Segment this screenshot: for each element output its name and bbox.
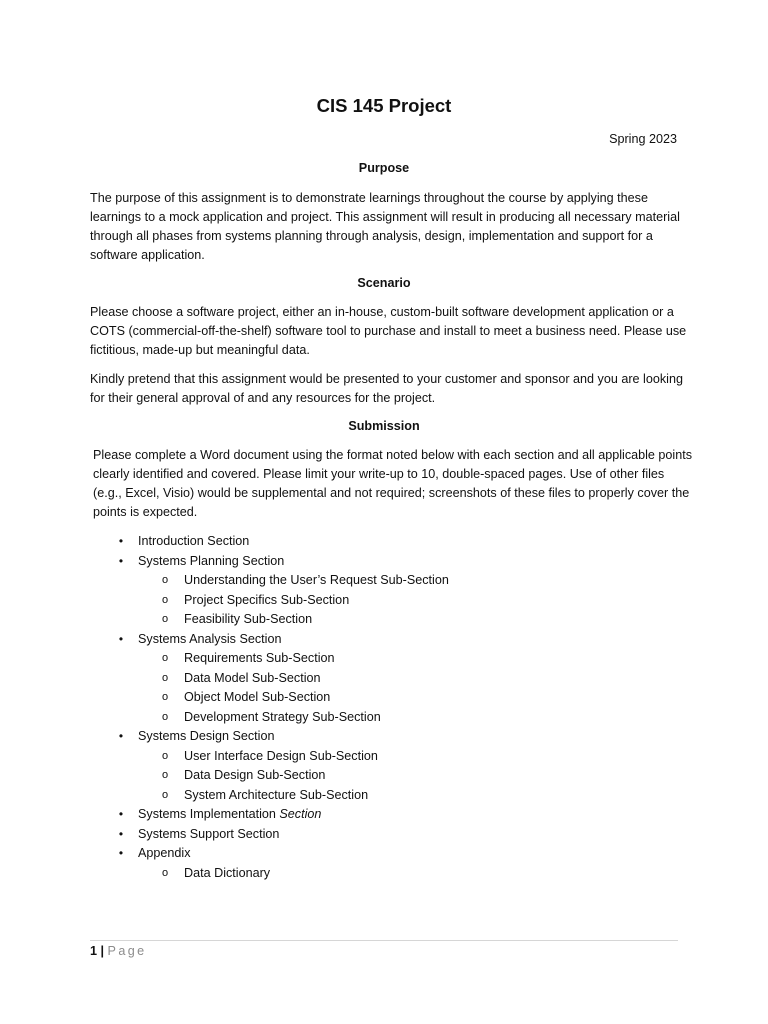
outline-item-label <box>138 805 321 825</box>
footer-divider <box>90 940 678 941</box>
bullet-icon: • <box>118 534 124 548</box>
scenario-paragraph-2: Kindly pretend that this assignment would be presented to your customer and sponsor and you are looking for their general approval of and any resources for the project. <box>90 372 683 405</box>
page-number: 1 <box>90 944 98 958</box>
bullet-icon: • <box>118 807 124 821</box>
submission-paragraph: Please complete a Word document using the format noted below with each section and all applicable points clearly identified and covered. Please limit your write-up to 10, double-spaced pages. Use of other files (e.g., Excel, Visio) would be supplemental and not required; screenshots of these files to properly cover the points is expected. <box>93 448 693 519</box>
outline-subitem <box>0 669 768 689</box>
outline-item <box>0 532 768 552</box>
outline-subitem-label: Project Specifics Sub-Section <box>184 592 350 607</box>
page-separator: | <box>100 944 105 958</box>
bullet-icon: • <box>118 729 124 743</box>
outline-item-label: Systems Support Section <box>138 826 280 841</box>
outline-subitem-label: Feasibility Sub-Section <box>184 612 313 626</box>
outline-subitem <box>0 747 768 767</box>
outline-item-label: Systems Design Section <box>138 729 275 743</box>
sub-bullet-icon: o <box>161 691 169 703</box>
outline-subitem <box>0 688 768 708</box>
outline-subitem <box>0 610 768 630</box>
outline-subitem <box>0 571 768 591</box>
outline-subitem <box>0 786 768 806</box>
document-title: CIS 145 Project <box>316 95 452 116</box>
outline-list <box>0 532 768 883</box>
outline-subitem <box>0 649 768 669</box>
purpose-paragraph: The purpose of this assignment is to demonstrate learnings throughout the course by applying these learnings to a mock application and project. This assignment will result in producing all necessary material through all phases from systems planning through analysis, design, implementation and support for a software application. <box>90 191 680 262</box>
outline-item-label-italic: Section <box>279 807 322 821</box>
outline-item <box>0 727 768 747</box>
outline-subitem <box>0 708 768 728</box>
outline-subitem <box>0 766 768 786</box>
sub-bullet-icon: o <box>161 710 169 723</box>
outline-item-label: Appendix <box>138 846 191 860</box>
outline-subitem <box>0 591 768 611</box>
purpose-heading: Purpose <box>358 161 410 175</box>
outline-subitem-label: Requirements Sub-Section <box>184 651 335 665</box>
outline-item <box>0 805 768 825</box>
sub-bullet-icon: o <box>161 769 169 781</box>
outline-item-label: Systems Analysis Section <box>138 631 282 646</box>
outline-subitem-label: User Interface Design Sub-Section <box>184 748 378 763</box>
outline-item-label: Systems Planning Section <box>138 553 285 568</box>
bullet-icon: • <box>118 846 124 860</box>
sub-bullet-icon: o <box>161 593 169 606</box>
bullet-icon: • <box>118 631 124 646</box>
submission-heading: Submission <box>348 419 420 433</box>
page-footer <box>90 942 147 961</box>
outline-item <box>0 552 768 572</box>
outline-subitem-label: Data Design Sub-Section <box>184 768 326 782</box>
bullet-icon: • <box>118 826 124 841</box>
outline-item-label: Introduction Section <box>138 534 250 548</box>
sub-bullet-icon: o <box>161 671 169 684</box>
scenario-paragraph-1: Please choose a software project, either an in-house, custom-built software development application or a COTS (commercial-off-the-shelf) software tool to purchase and install to meet a business need. Please use fictitious, made-up but meaningful data. <box>90 305 687 357</box>
sub-bullet-icon: o <box>161 574 169 586</box>
sub-bullet-icon: o <box>161 652 169 664</box>
outline-item <box>0 844 768 864</box>
sub-bullet-icon: o <box>161 788 169 801</box>
outline-subitem-label: System Architecture Sub-Section <box>184 787 369 802</box>
document-term: Spring 2023 <box>609 132 677 146</box>
outline-subitem-label: Data Model Sub-Section <box>184 670 321 685</box>
sub-bullet-icon: o <box>161 749 169 762</box>
sub-bullet-icon: o <box>161 613 169 625</box>
outline-subitem-label: Data Dictionary <box>184 865 271 880</box>
bullet-icon: • <box>118 553 124 568</box>
page-label: Page <box>107 944 147 958</box>
scenario-heading: Scenario <box>357 276 411 290</box>
outline-subitem <box>0 864 768 884</box>
outline-subitem-label: Object Model Sub-Section <box>184 690 331 704</box>
outline-item <box>0 825 768 845</box>
outline-item-label-main: Systems Implementation <box>138 807 280 821</box>
outline-subitem-label: Understanding the User’s Request Sub-Section <box>184 573 449 587</box>
sub-bullet-icon: o <box>161 866 169 879</box>
outline-item <box>0 630 768 650</box>
outline-subitem-label: Development Strategy Sub-Section <box>184 709 381 724</box>
